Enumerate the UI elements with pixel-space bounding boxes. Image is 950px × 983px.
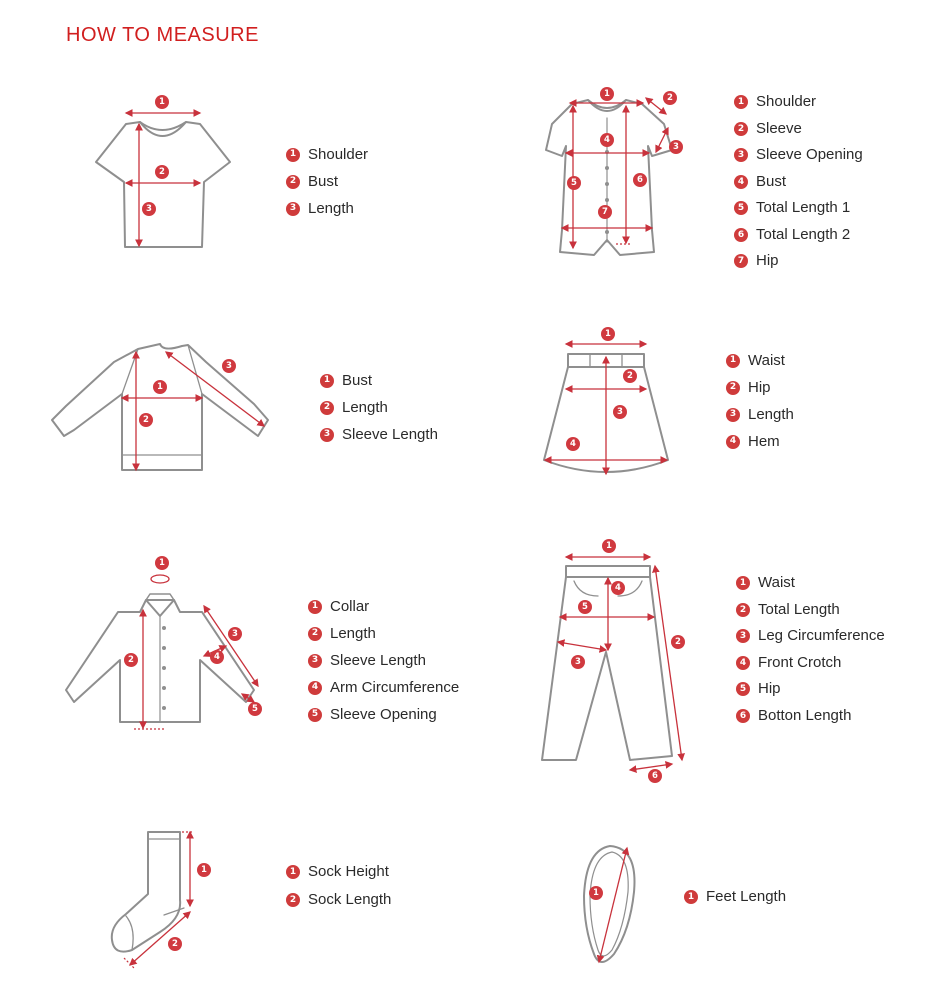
romper-illustration [546, 87, 683, 255]
marker-3 [228, 627, 242, 641]
legend-label: Waist [758, 574, 795, 591]
legend-item [320, 367, 438, 394]
number-badge: 3 [734, 148, 748, 162]
svg-text:3: 3 [673, 142, 679, 152]
marker-2 [155, 165, 169, 179]
legend-label: Bust [756, 172, 787, 190]
sock-legend [286, 858, 391, 914]
legend-label: Shoulder [756, 93, 817, 110]
legend-label: Sleeve Length [342, 426, 438, 443]
legend-item [736, 703, 885, 730]
svg-text:1: 1 [593, 888, 599, 898]
legend-label: Hem [748, 433, 780, 450]
number-badge: 3 [726, 408, 740, 422]
marker-2 [663, 91, 677, 105]
legend-item [734, 169, 863, 196]
legend-item [734, 116, 863, 143]
legend-label: Sleeve Opening [330, 706, 437, 723]
svg-text:4: 4 [570, 439, 576, 449]
number-badge: 2 [726, 381, 740, 395]
legend-item [736, 570, 885, 597]
legend-label: Feet Length [706, 888, 787, 905]
svg-text:1: 1 [159, 558, 165, 568]
marker-1 [601, 327, 615, 341]
tshirt-legend [286, 141, 368, 222]
legend-label: Hip [756, 252, 779, 269]
number-badge: 1 [308, 600, 322, 614]
number-badge: 5 [734, 201, 748, 215]
legend-item [286, 168, 368, 195]
legend-label: Total Length 1 [756, 199, 851, 216]
marker-3 [571, 655, 585, 669]
marker-1 [155, 556, 169, 570]
marker-2 [623, 369, 637, 383]
number-badge: 2 [308, 627, 322, 641]
sweater-illustration [52, 344, 268, 470]
svg-text:2: 2 [675, 637, 681, 647]
legend-label: Length [748, 406, 794, 423]
tshirt-illustration [96, 95, 230, 247]
legend-label: Waist [748, 352, 785, 369]
marker-2 [139, 413, 153, 427]
number-badge: 2 [320, 401, 334, 415]
marker-6 [648, 769, 662, 783]
legend-label: Bust [308, 173, 339, 190]
skirt-illustration [544, 327, 668, 474]
svg-text:7: 7 [602, 207, 608, 217]
svg-text:2: 2 [143, 415, 149, 425]
marker-7 [598, 205, 612, 219]
number-badge: 1 [726, 354, 740, 368]
svg-text:5: 5 [571, 178, 577, 188]
marker-2 [671, 635, 685, 649]
marker-1 [600, 87, 614, 101]
page-title: HOW TO MEASURE [66, 24, 259, 46]
svg-text:1: 1 [606, 541, 612, 551]
marker-1 [155, 95, 169, 109]
number-badge: 3 [320, 428, 334, 442]
legend-label: Hip [748, 379, 771, 396]
marker-3 [222, 359, 236, 373]
legend-item [736, 650, 885, 677]
svg-text:3: 3 [232, 629, 238, 639]
legend-item [734, 195, 863, 222]
marker-2 [124, 653, 138, 667]
number-badge: 7 [734, 254, 748, 268]
number-badge: 3 [286, 202, 300, 216]
legend-item [734, 222, 863, 249]
number-badge: 4 [726, 435, 740, 449]
marker-5 [578, 600, 592, 614]
number-badge: 4 [734, 175, 748, 189]
marker-1 [589, 886, 603, 900]
legend-item [736, 623, 885, 650]
number-badge: 4 [308, 681, 322, 695]
legend-item [726, 401, 794, 428]
svg-text:1: 1 [604, 89, 610, 99]
sweater-legend [320, 367, 438, 448]
svg-text:6: 6 [652, 771, 658, 781]
svg-text:2: 2 [667, 93, 673, 103]
legend-item [734, 142, 863, 169]
marker-4 [210, 650, 224, 664]
marker-3 [669, 140, 683, 154]
number-badge: 3 [736, 629, 750, 643]
number-badge: 5 [308, 708, 322, 722]
number-badge: 1 [286, 865, 300, 879]
svg-text:1: 1 [157, 382, 163, 392]
legend-item [308, 647, 459, 674]
svg-text:3: 3 [617, 407, 623, 417]
svg-text:5: 5 [582, 602, 588, 612]
foot-legend [684, 883, 786, 911]
svg-text:3: 3 [575, 657, 581, 667]
legend-item [684, 883, 786, 911]
legend-label: Shoulder [308, 146, 369, 163]
legend-item [726, 374, 794, 401]
legend-label: Bust [342, 372, 373, 389]
number-badge: 4 [736, 656, 750, 670]
marker-5 [248, 702, 262, 716]
svg-text:2: 2 [627, 371, 633, 381]
number-badge: 6 [734, 228, 748, 242]
number-badge: 1 [684, 890, 698, 904]
svg-text:4: 4 [615, 583, 621, 593]
svg-text:3: 3 [146, 204, 152, 214]
legend-label: Leg Circumference [758, 627, 885, 644]
legend-label: Length [308, 200, 354, 217]
marker-4 [566, 437, 580, 451]
legend-item [286, 141, 368, 168]
romper-legend [734, 89, 863, 275]
marker-4 [600, 133, 614, 147]
svg-text:5: 5 [252, 704, 258, 714]
number-badge: 5 [736, 682, 750, 696]
svg-text:6: 6 [637, 175, 643, 185]
legend-label: Hip [758, 680, 781, 697]
shirt-illustration [66, 556, 262, 729]
svg-text:2: 2 [159, 167, 165, 177]
marker-1 [602, 539, 616, 553]
legend-label: Sleeve Length [330, 652, 426, 669]
pants-legend [736, 570, 885, 729]
svg-text:2: 2 [128, 655, 134, 665]
legend-label: Total Length 2 [756, 225, 851, 243]
legend-item [286, 886, 391, 914]
skirt-legend [726, 347, 794, 455]
legend-item [320, 421, 438, 448]
number-badge: 1 [734, 95, 748, 109]
number-badge: 1 [286, 148, 300, 162]
legend-item [736, 597, 885, 624]
marker-5 [567, 176, 581, 190]
svg-text:3: 3 [226, 361, 232, 371]
legend-label: Sleeve [756, 119, 802, 137]
marker-3 [613, 405, 627, 419]
legend-label: Front Crotch [758, 653, 842, 671]
pants-illustration [542, 539, 685, 783]
number-badge: 1 [736, 576, 750, 590]
number-badge: 2 [286, 893, 300, 907]
number-badge: 2 [286, 175, 300, 189]
marker-3 [142, 202, 156, 216]
foot-illustration [584, 846, 635, 962]
legend-item [320, 394, 438, 421]
legend-item [308, 620, 459, 647]
marker-2 [168, 937, 182, 951]
legend-item [308, 701, 459, 728]
svg-text:1: 1 [201, 865, 207, 875]
legend-label: Collar [330, 598, 370, 615]
legend-label: Sock Height [308, 863, 389, 880]
legend-item [286, 858, 391, 886]
legend-label: Arm Circumference [330, 679, 460, 696]
svg-text:4: 4 [214, 652, 220, 662]
legend-item [286, 195, 368, 222]
number-badge: 6 [736, 709, 750, 723]
number-badge: 3 [308, 654, 322, 668]
marker-6 [633, 173, 647, 187]
svg-text:1: 1 [605, 329, 611, 339]
legend-label: Sock Length [308, 891, 392, 908]
legend-item [308, 593, 459, 620]
legend-label: Length [330, 625, 376, 642]
legend-item [726, 347, 794, 374]
svg-text:2: 2 [172, 939, 178, 949]
marker-1 [197, 863, 211, 877]
legend-item [308, 674, 459, 701]
legend-label: Total Length [758, 600, 840, 618]
marker-1 [153, 380, 167, 394]
legend-item [736, 676, 885, 703]
svg-text:1: 1 [159, 97, 165, 107]
number-badge: 2 [734, 122, 748, 136]
legend-label: Length [342, 399, 388, 416]
legend-item [726, 428, 794, 455]
number-badge: 1 [320, 374, 334, 388]
svg-text:4: 4 [604, 135, 610, 145]
number-badge: 2 [736, 603, 750, 617]
legend-label: Sleeve Opening [756, 146, 863, 163]
sock-illustration [112, 832, 211, 968]
legend-label: Botton Length [758, 706, 852, 724]
legend-item [734, 248, 863, 275]
shirt-legend [308, 593, 459, 728]
marker-4 [611, 581, 625, 595]
legend-item [734, 89, 863, 116]
